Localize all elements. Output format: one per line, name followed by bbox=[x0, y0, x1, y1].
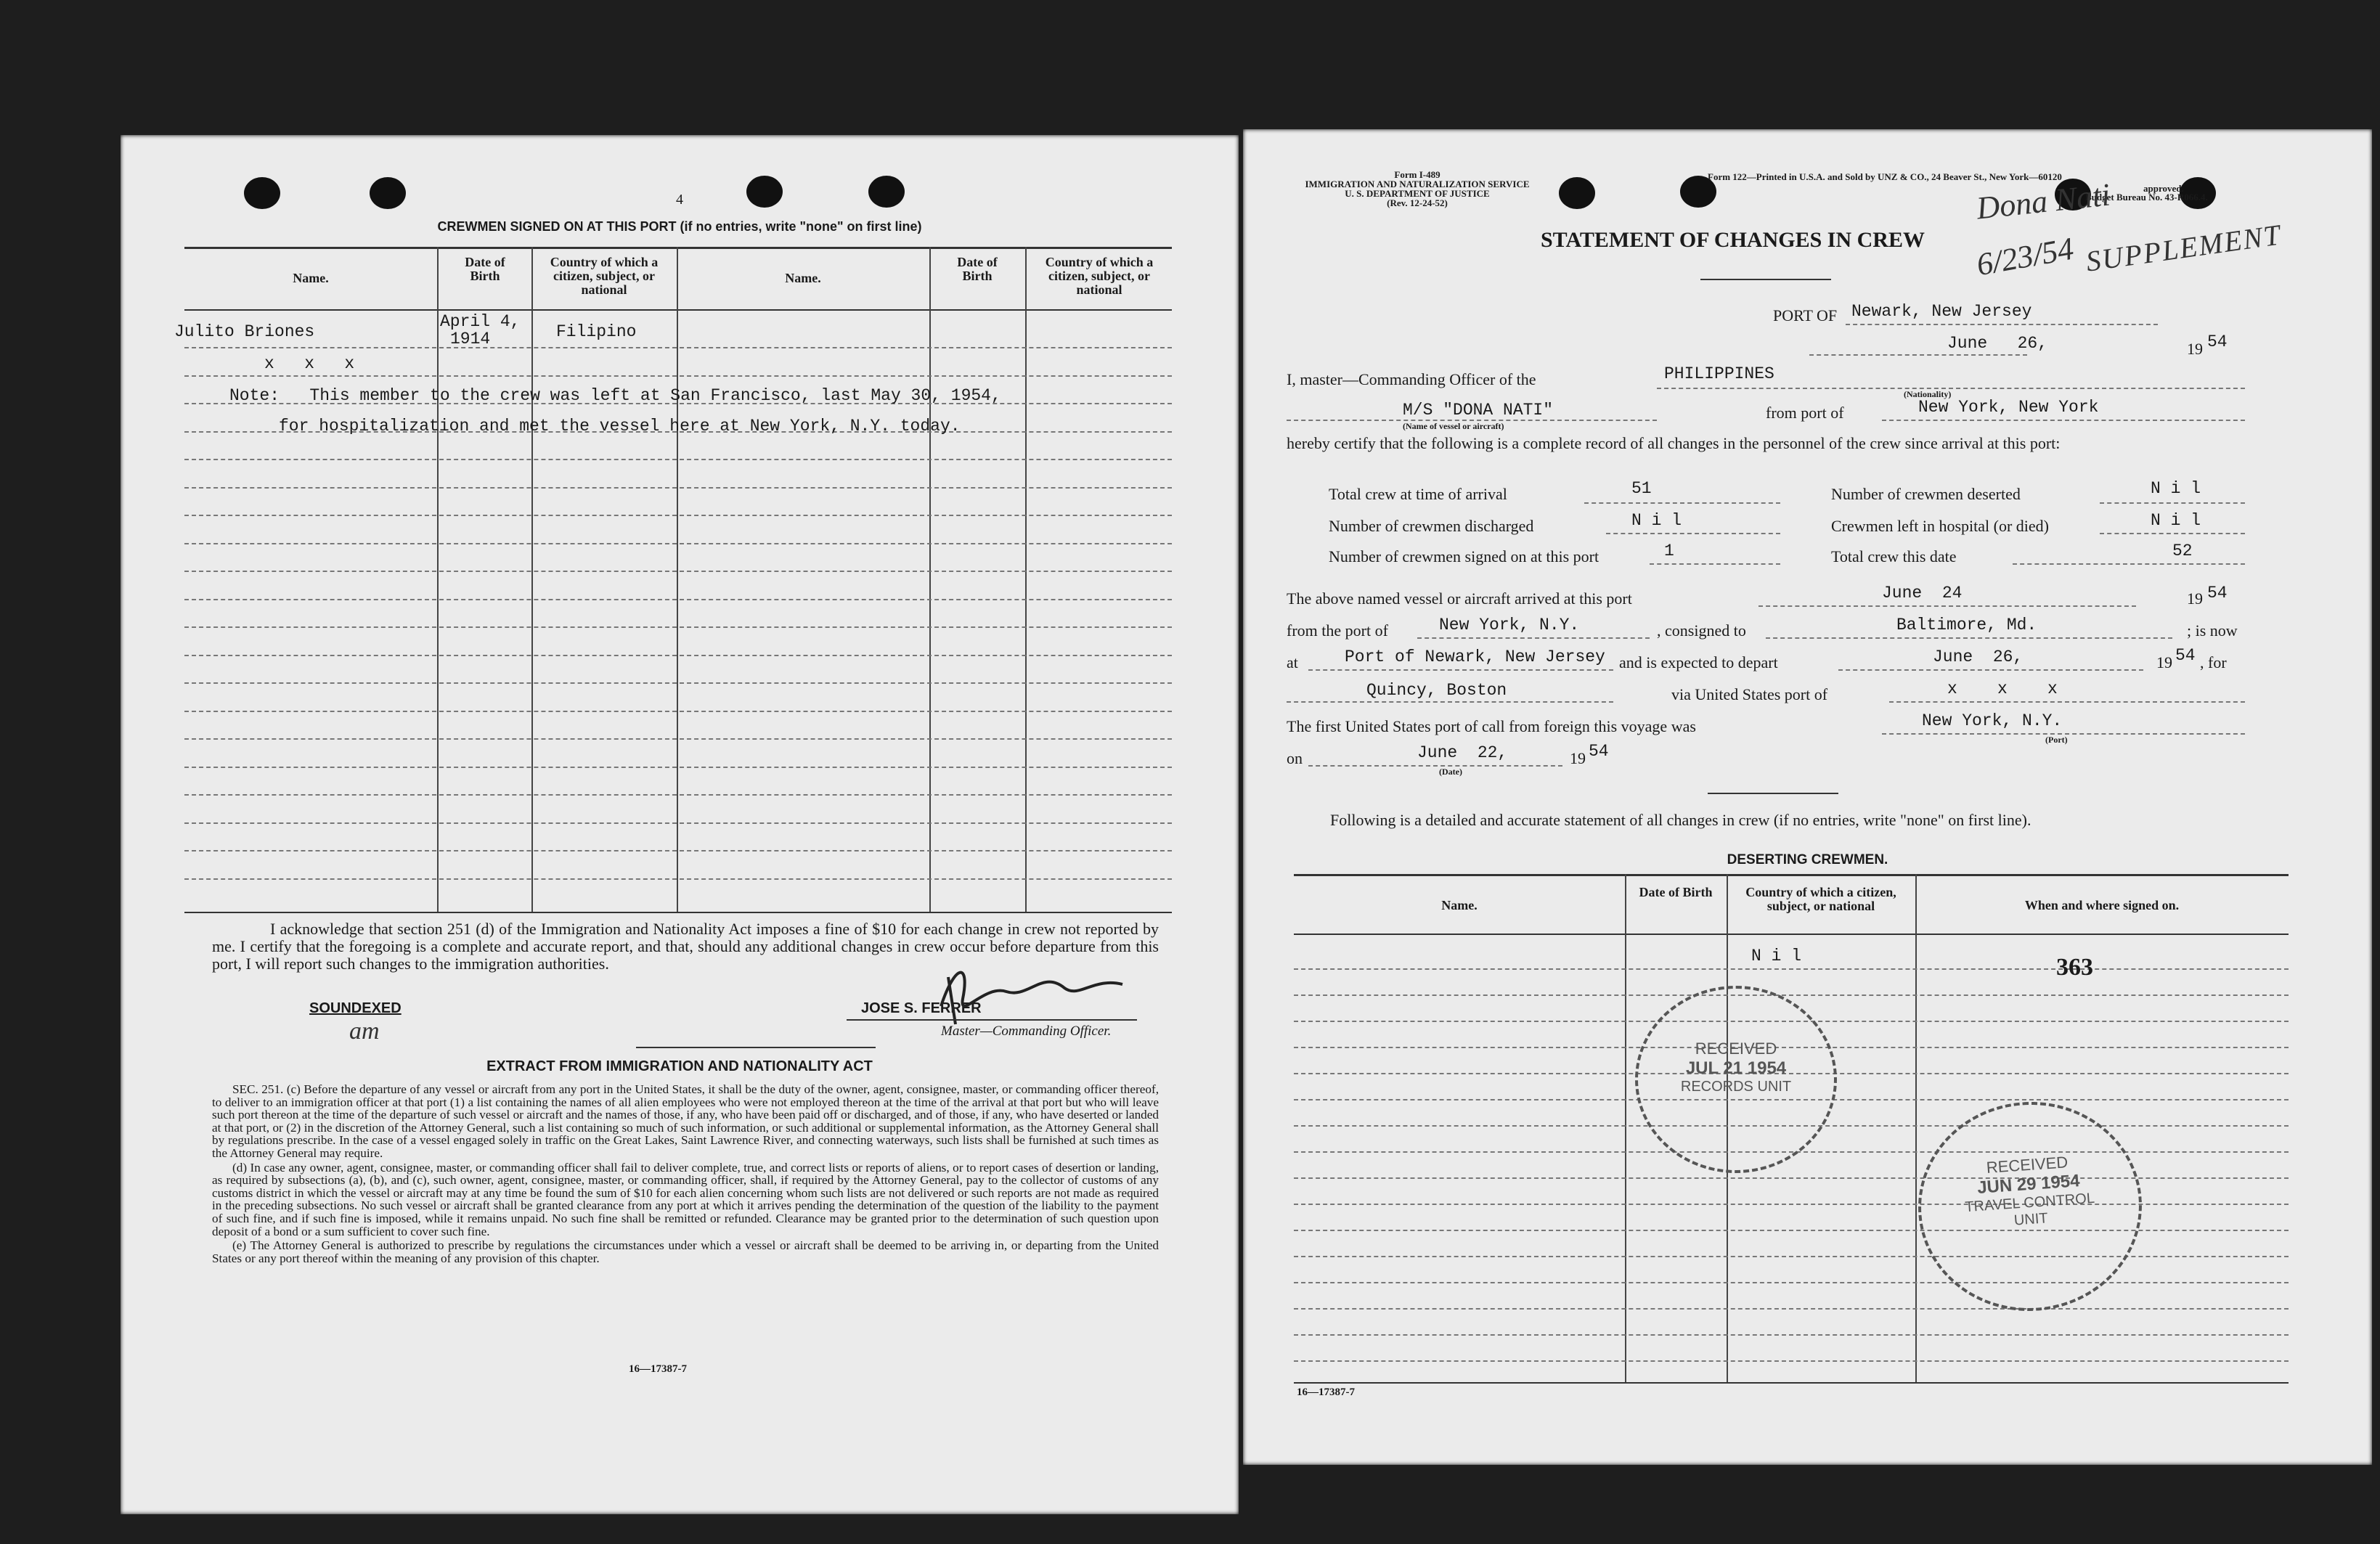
table-row-line bbox=[184, 571, 1172, 572]
column-header-dob: Date of Birth bbox=[957, 255, 998, 283]
page-stamp-number: 363 bbox=[2056, 954, 2093, 981]
table-row-line bbox=[184, 794, 1172, 796]
table-row-line bbox=[184, 655, 1172, 656]
column-header-name: Name. bbox=[293, 271, 329, 285]
first-port-year: 54 bbox=[1589, 742, 1609, 761]
stamp-line: RECORDS UNIT bbox=[1680, 1079, 1792, 1095]
crewman-country: Filipino bbox=[556, 322, 637, 341]
signature-line bbox=[847, 1019, 1137, 1021]
handwritten-date: 6/23/54 bbox=[1973, 230, 2077, 283]
field-line bbox=[1606, 533, 1780, 534]
extract-paragraph: (d) In case any owner, agent, consignee, master, or commanding officer shall fail to deliver complete, true, and correct lists or reports of aliens, or to report cases of desertion or landing, as required by subsections (a), (b), and (c), such owner, agent, consignee, master, or commanding officer, shall, if required by the Attorney General, pay to the collector of customs of any customs district in which the vessel or aircraft may at any time be found the sum of $10 for each alien concerning whom such lists are not delivered or such reports are not made as required in the preceding subsections. No such vessel or aircraft shall be granted clearance from any port at which it arrives pending the determination of the question of the liability to the payment of such fine, and if such fine is imposed, while it remains unpaid. No such fine shall be remitted or refunded. Clearance may be granted prior to the determination of such question upon deposit of a bond or a sum sufficient to cover such fine. bbox=[212, 1160, 1159, 1238]
on-label: on bbox=[1287, 749, 1303, 767]
table-row-line bbox=[184, 543, 1172, 544]
year-prefix: 19 bbox=[2156, 653, 2172, 671]
acknowledgement-text: I acknowledge that section 251 (d) of the Immigration and Nationality Act imposes a fine of $10 for each change in crew not reported by me. I certify that the foregoing is a complete and accurate report, and that, should any additional changes in crew occur before departure from this port, I will report such changes to the immigration authorities. bbox=[212, 920, 1159, 973]
stat-label: Number of crewmen deserted bbox=[1831, 485, 2021, 503]
page-number: 4 bbox=[676, 192, 683, 208]
table-bottom-rule bbox=[1294, 1382, 2289, 1384]
master-signature bbox=[926, 955, 1130, 1028]
crewmen-signed-on-page bbox=[121, 135, 1239, 1514]
table-row-line bbox=[1294, 1256, 2289, 1257]
stat-label: Total crew this date bbox=[1831, 547, 1957, 565]
ditto-marks: x x x bbox=[264, 354, 355, 373]
table-row-line bbox=[184, 599, 1172, 600]
table-row-line bbox=[184, 347, 1172, 348]
via-label: via United States port of bbox=[1671, 685, 1828, 703]
table-row-line bbox=[1294, 1282, 2289, 1283]
field-line bbox=[1766, 637, 2172, 639]
extract-title: EXTRACT FROM IMMIGRATION AND NATIONALITY ACT bbox=[486, 1058, 873, 1074]
vessel-label: (Name of vessel or aircraft) bbox=[1403, 421, 1504, 431]
stat-value: 52 bbox=[2172, 542, 2193, 560]
field-line bbox=[1889, 701, 2245, 703]
date-label-small: (Date) bbox=[1439, 767, 1462, 777]
table-row-line bbox=[1294, 1230, 2289, 1231]
column-header-signed-on: When and where signed on. bbox=[2024, 898, 2180, 912]
table-row-line bbox=[184, 850, 1172, 851]
form-header bbox=[1272, 170, 1562, 208]
destination: Quincy, Boston bbox=[1366, 681, 1507, 700]
handwritten-vessel-name: Dona Nati bbox=[1974, 176, 2112, 226]
consigned-value: Baltimore, Md. bbox=[1896, 616, 2037, 634]
expected-label: and is expected to depart bbox=[1619, 653, 1778, 671]
column-header-country: Country of which a citizen, subject, or national bbox=[550, 255, 659, 297]
depart-year: 54 bbox=[2175, 646, 2196, 665]
table-row-line bbox=[1294, 994, 2289, 996]
column-header-country: Country of which a citizen, subject, or national bbox=[1745, 885, 1896, 913]
column-divider bbox=[1625, 874, 1626, 1382]
depart-date: June 26, bbox=[1933, 648, 2024, 666]
year-prefix: 19 bbox=[1570, 749, 1586, 767]
at-label: at bbox=[1287, 653, 1298, 671]
port-label-small: (Port) bbox=[2045, 735, 2068, 745]
field-line bbox=[1650, 563, 1780, 565]
first-port-date: June 22, bbox=[1417, 743, 1508, 762]
table-row-line bbox=[1294, 968, 2289, 970]
port-value: Newark, New Jersey bbox=[1851, 302, 2032, 321]
column-header-dob: Date of Birth bbox=[465, 255, 505, 283]
for-label: , for bbox=[2200, 653, 2227, 671]
table-row-line bbox=[184, 738, 1172, 740]
arrived-year: 54 bbox=[2207, 584, 2228, 603]
is-now-label: ; is now bbox=[2187, 621, 2238, 640]
field-line bbox=[1417, 637, 1650, 639]
stat-label: Number of crewmen discharged bbox=[1329, 517, 1534, 535]
column-header-country: Country of which a citizen, subject, or national bbox=[1045, 255, 1154, 297]
handwritten-supplement: SUPPLEMENT bbox=[2084, 218, 2283, 278]
stat-value: N i l bbox=[1631, 511, 1682, 530]
table-top-rule bbox=[184, 247, 1172, 249]
port-of-label: PORT OF bbox=[1773, 306, 1838, 324]
divider bbox=[1708, 793, 1838, 794]
department-name: U. S. DEPARTMENT OF JUSTICE bbox=[1345, 188, 1490, 199]
field-line bbox=[1287, 701, 1613, 703]
year-prefix: 19 bbox=[2187, 340, 2203, 358]
table-row-line bbox=[184, 515, 1172, 516]
budget-number: Budget Bureau No. 43-R066.4. bbox=[2085, 192, 2208, 203]
extract-paragraph: SEC. 251. (c) Before the departure of any vessel or aircraft from any port in the United States, it shall be the duty of the owner, agent, consignee, master, or commanding officer thereof, to deliver to an immigration officer at that port (1) a list containing the names of all alien employees who were not employed thereon at the time of the arrival at that port but who will leave such port thereon at the time of the departure of such vessel or aircraft and the names of those, if any, who have been paid off or discharged, and of those, if any, who have deserted or landed at that port, or (2) in the discretion of the Attorney General, such a list containing so much of such information, or such additional or supplemental information, as the Attorney General shall by regulations prescribe. In the case of a vessel engaged solely in traffic on the Great Lakes, Saint Lawrence River, and connecting waterways, such lists shall be furnished at such times as the Attorney General may require. bbox=[212, 1082, 1159, 1160]
field-line bbox=[1838, 669, 2143, 671]
table-row-line bbox=[184, 626, 1172, 628]
master-title: Master—Commanding Officer. bbox=[941, 1024, 1112, 1039]
stamp-line: RECEIVED bbox=[1695, 1039, 1777, 1058]
arrived-label: The above named vessel or aircraft arrived at this port bbox=[1287, 589, 1632, 608]
stat-value: 51 bbox=[1631, 479, 1652, 498]
stat-value: N i l bbox=[2151, 511, 2201, 530]
form-title: STATEMENT OF CHANGES IN CREW bbox=[1541, 228, 1925, 252]
statement-of-changes-page bbox=[1243, 129, 2372, 1465]
deserting-title: DESERTING CREWMEN. bbox=[1727, 852, 1888, 867]
crewman-dob: April 4, bbox=[440, 312, 521, 331]
field-line bbox=[1882, 420, 2245, 421]
field-line bbox=[1308, 669, 1613, 671]
statement-date: June 26, bbox=[1947, 334, 2048, 353]
port-label bbox=[1773, 306, 1837, 325]
revision-date: (Rev. 12-24-52) bbox=[1387, 197, 1448, 208]
via-value: x x x bbox=[1947, 679, 2058, 698]
field-line bbox=[1584, 502, 1780, 504]
soundexed-stamp: SOUNDEXED bbox=[309, 1000, 402, 1016]
table-row-line bbox=[184, 767, 1172, 768]
from-port-value: New York, New York bbox=[1918, 398, 2099, 417]
stamp-date: JUN 29 1954 bbox=[1976, 1171, 2081, 1198]
arrived-date: June 24 bbox=[1882, 584, 1963, 603]
extract-body bbox=[212, 1083, 1159, 1266]
following-text: Following is a detailed and accurate statement of all changes in crew (if no entries, write "none" on first line). bbox=[1330, 811, 2031, 829]
received-stamp bbox=[1911, 1095, 2148, 1319]
table-row-line bbox=[184, 487, 1172, 489]
table-header-rule bbox=[1294, 934, 2289, 935]
table-row-line bbox=[1294, 1177, 2289, 1179]
field-line bbox=[1308, 765, 1562, 767]
table-row-line bbox=[1294, 1334, 2289, 1336]
form-code: 16—17387-7 bbox=[629, 1363, 687, 1375]
punch-hole bbox=[1559, 177, 1595, 209]
column-header-dob: Date of Birth bbox=[1639, 885, 1713, 899]
table-row-line bbox=[184, 711, 1172, 712]
divider bbox=[1700, 279, 1831, 280]
column-divider bbox=[1915, 874, 1917, 1382]
stamp-line: UNIT bbox=[2013, 1210, 2049, 1229]
table-bottom-rule bbox=[184, 912, 1172, 913]
table-row-line bbox=[184, 878, 1172, 880]
table-row-line bbox=[184, 682, 1172, 684]
stat-label: Crewmen left in hospital (or died) bbox=[1831, 517, 2049, 535]
table-top-rule bbox=[1294, 874, 2289, 876]
table-row-line bbox=[184, 822, 1172, 824]
table-header-rule bbox=[184, 309, 1172, 311]
consigned-label: , consigned to bbox=[1657, 621, 1746, 640]
field-line bbox=[1846, 324, 2158, 325]
from-port2-label: from the port of bbox=[1287, 621, 1388, 640]
master-name: JOSE S. FERRER bbox=[861, 1000, 982, 1016]
form-number: Form I-489 bbox=[1394, 169, 1440, 180]
crewman-name: Julito Briones bbox=[174, 322, 315, 341]
agency-name: IMMIGRATION AND NATURALIZATION SERVICE bbox=[1305, 179, 1530, 189]
note-line-1: Note: This member to the crew was left at San Francisco, last May 30, 1954, bbox=[229, 386, 1001, 405]
current-port: Port of Newark, New Jersey bbox=[1345, 648, 1605, 666]
deserting-entry: N i l bbox=[1751, 947, 1802, 965]
master-line-label: I, master—Commanding Officer of the bbox=[1287, 370, 1536, 388]
field-line bbox=[2100, 533, 2245, 534]
first-port-value: New York, N.Y. bbox=[1922, 711, 2063, 730]
field-line bbox=[1809, 354, 2027, 356]
stat-label: Number of crewmen signed on at this port bbox=[1329, 547, 1599, 565]
first-port-label: The first United States port of call from foreign this voyage was bbox=[1287, 717, 1696, 735]
stat-label: Total crew at time of arrival bbox=[1329, 485, 1507, 503]
from-port2-value: New York, N.Y. bbox=[1439, 616, 1580, 634]
table-row-line bbox=[1294, 1360, 2289, 1362]
printer-line: Form 122—Printed in U.S.A. and Sold by UNZ & CO., 24 Beaver St., New York—60120 bbox=[1708, 171, 2062, 182]
crewman-dob-year: 1914 bbox=[450, 330, 491, 348]
year-prefix: 19 bbox=[2187, 589, 2203, 608]
extract-paragraph: (e) The Attorney General is authorized to prescribe by regulations the circumstances under which a vessel or aircraft shall be deemed to be arriving in, or departing from the United States or any port thereof within the meaning of any provision of this chapter. bbox=[212, 1238, 1159, 1265]
field-line bbox=[2100, 502, 2245, 504]
from-port-label: from port of bbox=[1766, 404, 1844, 422]
stamp-date: JUL 21 1954 bbox=[1685, 1058, 1787, 1078]
stat-value: N i l bbox=[2151, 479, 2201, 498]
form-code: 16—17387-7 bbox=[1297, 1386, 1355, 1398]
stamp-line: RECEIVED bbox=[1986, 1153, 2069, 1177]
received-stamp bbox=[1635, 986, 1837, 1173]
certify-text: hereby certify that the following is a complete record of all changes in the personnel of the crew since arrival at this port: bbox=[1287, 434, 2061, 452]
column-header-name: Name. bbox=[785, 271, 821, 285]
vessel-name: M/S "DONA NATI" bbox=[1403, 401, 1554, 420]
statement-year: 54 bbox=[2207, 332, 2228, 351]
section-title: CREWMEN SIGNED ON AT THIS PORT (if no entries, write "none" on first line) bbox=[437, 219, 922, 234]
divider bbox=[636, 1047, 876, 1048]
column-header-name: Name. bbox=[1441, 898, 1478, 912]
handwritten-initials: am bbox=[349, 1018, 380, 1045]
field-line bbox=[2013, 563, 2245, 565]
budget-approved: approved. bbox=[2143, 183, 2184, 194]
table-row-line bbox=[1294, 1308, 2289, 1310]
nationality-value: PHILIPPINES bbox=[1664, 364, 1774, 383]
stat-value: 1 bbox=[1664, 542, 1674, 560]
note-line-2: for hospitalization and met the vessel here at New York, N.Y. today. bbox=[279, 417, 961, 436]
stamp-line: TRAVEL CONTROL bbox=[1964, 1190, 2095, 1216]
nationality-label: (Nationality) bbox=[1904, 389, 1952, 399]
field-line bbox=[1758, 605, 2136, 607]
table-row-line bbox=[184, 375, 1172, 377]
table-row-line bbox=[184, 459, 1172, 460]
